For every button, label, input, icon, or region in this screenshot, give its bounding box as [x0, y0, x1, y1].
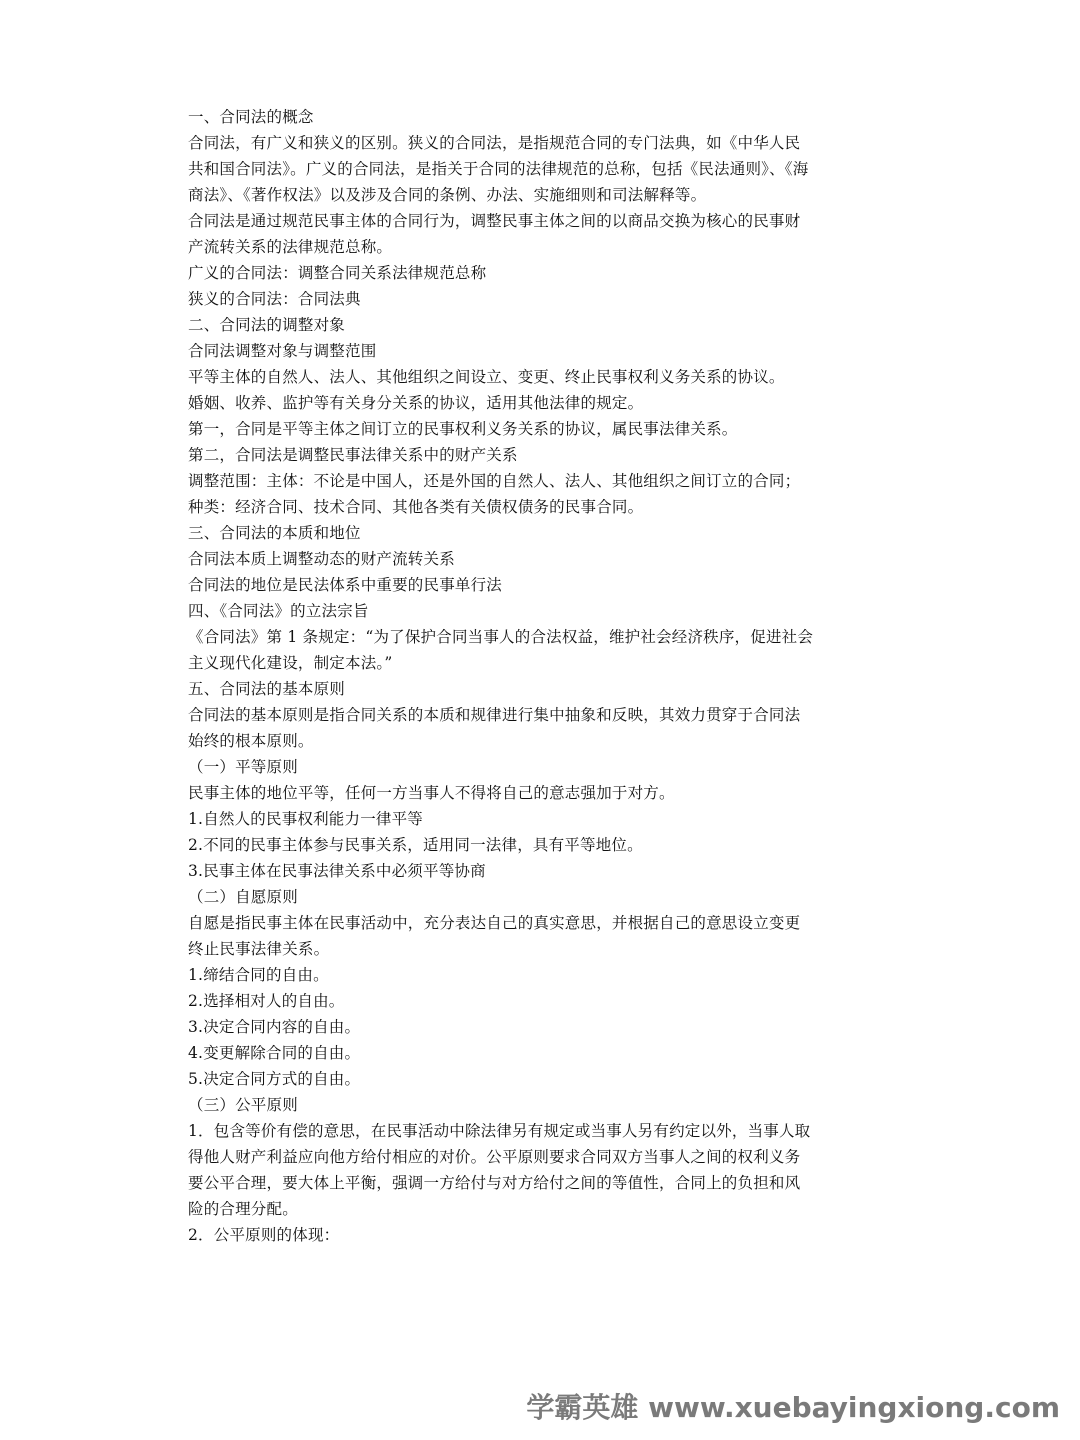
- subheading-fairness: （三）公平原则: [188, 1096, 298, 1114]
- text-line: 要公平合理，要大体上平衡，强调一方给付与对方给付之间的等值性，合同上的负担和风: [188, 1174, 801, 1192]
- document-body: [188, 104, 900, 1248]
- text-line: 始终的根本原则。: [188, 732, 314, 750]
- text-line: 共和国合同法》。广义的合同法，是指关于合同的法律规范的总称，包括《民法通则》、《海: [188, 160, 809, 178]
- text-line: 主义现代化建设，制定本法。”: [188, 654, 393, 672]
- text-line: 合同法的基本原则是指合同关系的本质和规律进行集中抽象和反映，其效力贯穿于合同法: [188, 706, 801, 724]
- heading-essence-status: 三、合同法的本质和地位: [188, 524, 361, 542]
- text-line: 合同法，有广义和狭义的区别。狭义的合同法，是指规范合同的专门法典，如《中华人民: [188, 134, 801, 152]
- text-line: 第一，合同是平等主体之间订立的民事权利义务关系的协议，属民事法律关系。: [188, 420, 738, 438]
- text-line: 终止民事法律关系。: [188, 940, 330, 958]
- list-item: 3.民事主体在民事法律关系中必须平等协商: [188, 862, 486, 880]
- heading-adjustment-object: 二、合同法的调整对象: [188, 316, 346, 334]
- text-line: 合同法本质上调整动态的财产流转关系: [188, 550, 455, 568]
- text-line: 自愿是指民事主体在民事活动中，充分表达自己的真实意思，并根据自己的意思设立变更: [188, 914, 801, 932]
- text-line: 广义的合同法：调整合同关系法律规范总称: [188, 264, 487, 282]
- list-item: 3.决定合同内容的自由。: [188, 1018, 361, 1036]
- list-item: 1.缔结合同的自由。: [188, 966, 329, 984]
- text-line: 1．包含等价有偿的意思，在民事活动中除法律另有规定或当事人另有约定以外，当事人取: [188, 1122, 811, 1140]
- text-line: 《合同法》第 1 条规定：“为了保护合同当事人的合法权益，维护社会经济秩序，促进社会: [188, 628, 814, 646]
- list-item: 2.不同的民事主体参与民事关系，适用同一法律，具有平等地位。: [188, 836, 643, 854]
- text-line: 合同法是通过规范民事主体的合同行为，调整民事主体之间的以商品交换为核心的民事财: [188, 212, 801, 230]
- text-line: 种类：经济合同、技术合同、其他各类有关债权债务的民事合同。: [188, 498, 644, 516]
- text-line: 险的合理分配。: [188, 1200, 298, 1218]
- heading-concept: 一、合同法的概念: [188, 108, 314, 126]
- heading-legislative-purpose: 四、《合同法》的立法宗旨: [188, 602, 369, 620]
- list-item: 4.变更解除合同的自由。: [188, 1044, 361, 1062]
- list-item: 5.决定合同方式的自由。: [188, 1070, 361, 1088]
- text-line: 得他人财产利益应向他方给付相应的对价。公平原则要求合同双方当事人之间的权利义务: [188, 1148, 801, 1166]
- text-line: 平等主体的自然人、法人、其他组织之间设立、变更、终止民事权利义务关系的协议。: [188, 368, 785, 386]
- text-line: 合同法的地位是民法体系中重要的民事单行法: [188, 576, 503, 594]
- site-watermark: 学霸英雄 www.xuebayingxiong.com: [526, 1391, 1060, 1424]
- text-line: 合同法调整对象与调整范围: [188, 342, 377, 360]
- subheading-voluntariness: （二）自愿原则: [188, 888, 298, 906]
- text-line: 2．公平原则的体现：: [188, 1226, 340, 1244]
- list-item: 2.选择相对人的自由。: [188, 992, 345, 1010]
- text-line: 产流转关系的法律规范总称。: [188, 238, 393, 256]
- text-line: 商法》、《著作权法》以及涉及合同的条例、办法、实施细则和司法解释等。: [188, 186, 707, 204]
- subheading-equality: （一）平等原则: [188, 758, 298, 776]
- text-line: 狭义的合同法：合同法典: [188, 290, 361, 308]
- text-line: 民事主体的地位平等，任何一方当事人不得将自己的意志强加于对方。: [188, 784, 675, 802]
- text-line: 第二，合同法是调整民事法律关系中的财产关系: [188, 446, 518, 464]
- text-line: 婚姻、收养、监护等有关身分关系的协议，适用其他法律的规定。: [188, 394, 644, 412]
- heading-basic-principles: 五、合同法的基本原则: [188, 680, 346, 698]
- text-line: 调整范围：主体：不论是中国人，还是外国的自然人、法人、其他组织之间订立的合同；: [188, 472, 801, 490]
- list-item: 1.自然人的民事权利能力一律平等: [188, 810, 423, 828]
